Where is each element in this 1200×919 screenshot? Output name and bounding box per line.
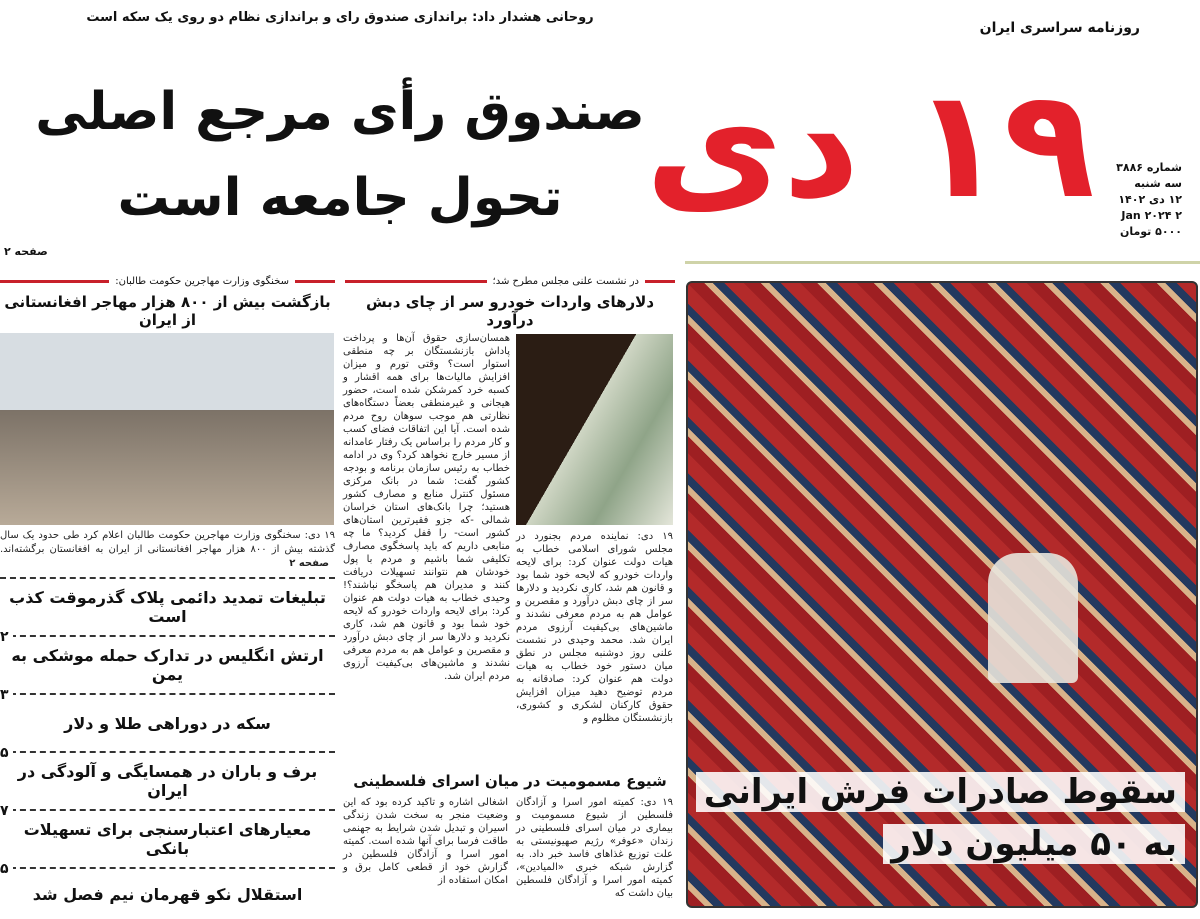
headline-page: ۵ [0, 860, 13, 879]
headline-title: برف و باران در همسایگی و آلودگی در ایران [17, 762, 318, 800]
price: ۵۰۰۰ تومان [1119, 225, 1182, 238]
headline-title: استقلال نکو قهرمان نیم فصل شد [32, 884, 303, 904]
palestine-body-right: ۱۹ دی: کمیته امور اسرا و آزادگان فلسطین از شیوع مسمومیت و بیماری در میان اسرای فلسطینی در زندان «عوفر» رژیم صهیونیستی به علت توزیع غذاهای فاسد خبر داد. به گزارش شبکه خبری «المیادین»، کمیته امور اسرا و آزادگان فلسطین بیان داشت که [516, 797, 673, 899]
masthead-divider [685, 261, 1200, 264]
headline-item[interactable] [0, 637, 335, 703]
afghan-body: ۱۹ دی: سخنگوی وزارت مهاجرین حکومت طالبان اعلام کرد طی حدود یک سال گذشته بیش از ۸۰۰ هزار مهاجر افغانستانی از ایران به افغانستان برگشته‌اند. [0, 530, 336, 555]
headline-page: ۷ [0, 802, 13, 821]
masthead [645, 0, 1200, 262]
headline-title: تبلیغات تمدید دائمی پلاک گذرموقت کذب است [9, 588, 326, 626]
lead-kicker: روحانی هشدار داد: براندازی صندوق رای و براندازی نظام دو روی یک سکه است [86, 10, 594, 25]
headline-page: ۵ [0, 744, 13, 763]
headline-item[interactable] [0, 579, 335, 645]
afghan-page-ref: صفحه ۲ [289, 558, 329, 569]
date-fa: ۱۲ دی ۱۴۰۲ [1118, 193, 1182, 206]
headline-item[interactable] [0, 753, 335, 819]
issue-number: شماره ۳۸۸۶ [1116, 161, 1182, 174]
lead-title-1[interactable]: صندوق رأی مرجع اصلی [35, 82, 645, 142]
palestine-body-left: اشغالی اشاره و تاکید کرده بود که این وضعیت منجر به سخت شدن زندگی اسیران و تبدیل شدن شرایط به جهنمی طاقت فرسا برای آنها شده است. کمیته امور اسرا و آزادگان فلسطین در گزارش خود از قطعی کامل برق و امکان استفاده از [343, 797, 508, 886]
carpet-caption-line2: به ۵۰ میلیون دلار [883, 824, 1185, 864]
afghan-body-block [0, 529, 335, 571]
headline-title: سکه در دوراهی طلا و دلار [64, 713, 271, 733]
headline-page: ۳ [0, 686, 13, 705]
afghan-kicker: سخنگوی وزارت مهاجرین حکومت طالبان: [115, 275, 289, 287]
headline-title: ارتش انگلیس در تدارک حمله موشکی به یمن [11, 646, 324, 684]
headline-page: ۲ [0, 628, 13, 647]
tea-kicker-bar [345, 274, 675, 288]
carpet-caption[interactable] [695, 772, 1185, 864]
headlines-list [0, 579, 335, 919]
tea-body-left: همسان‌سازی حقوق آن‌ها و پرداخت پاداش بازنشستگان بر چه منطقی استوار است؟ وقتی تورم و میزان افزایش مالیات‌ها برای همه اقشار و کسبه خرد کمرشکن شده است، حضور هیجانی و غیرمنطقی بعضاً دستگاه‌های نظارتی هم موجب سوهان روح مردم شده است. آیا این اتفاقات فضای کسب و کار مردم را براساس یک رفتار عامدانه از مسیر خارج نخواهد کرد؟ وی در ادامه خطاب به رئیس سازمان برنامه و بودجه کشور گفت: شما در بانک مرکزی مسئول کنترل منابع و مصارف کشور هستید؛ چرا بانک‌های استان خراسان شمالی -که جزو فقیرترین استان‌های کشور است- را قفل کردید؟ ما چه منابعی داریم که باید پاسخگوی مصارف تکلیفی شما باشیم و مردم با پول خودشان هم نتوانند تسهیلات دریافت کنند و مدیران هم پاسخگو نباشند؟! وحیدی خطاب به هیات دولت هم عنوان کرد: برای لایحه واردات خودرو که لایحه خود شما بود و قانون هم شد، کاری نکردید و دلارها سر از چای دبش درآورد و مقصرین و عوامل هم به مردم معرفی نشدند و ماشین‌های بی‌کیفیت آرزوی مردم ایران شد. [343, 333, 510, 682]
date-en: ۲ Jan ۲۰۲۴ [1121, 209, 1182, 222]
afghan-kicker-bar [0, 274, 335, 288]
afghan-title[interactable]: بازگشت بیش از ۸۰۰ هزار مهاجر افغانستانی از ایران [4, 293, 331, 329]
headline-item[interactable] [0, 695, 335, 761]
lead-title-2[interactable]: تحول جامعه است [117, 168, 563, 228]
palestine-title[interactable]: شیوع مسمومیت در میان اسرای فلسطینی [353, 772, 667, 790]
headline-item[interactable] [0, 811, 335, 877]
tea-title[interactable]: دلارهای واردات خودرو سر از چای دبش درآورد [365, 293, 655, 329]
tea-body-right: ۱۹ دی: نماینده مردم بجنورد در مجلس شورای اسلامی خطاب به هیات دولت عنوان کرد: برای لایحه واردات خودرو که لایحه خود شما بود و قانون هم شد، کاری نکردید و دلارها سر از چای دبش درآورد و مقصرین و عوامل هم به مردم معرفی نشدند و ماشین‌های بی‌کیفیت آرزوی مردم ایران شد. محمد وحیدی در نشست علنی روز دوشنبه مجلس در نطق میان دستور خود خطاب به هیات دولت هم عنوان کرد: صادقانه به مردم توضیح دهید میزان افزایش حقوق کارکنان لشکری و کشوری، بازنشستگان مظلوم و [516, 531, 673, 724]
newspaper-logo: ۱۹ دی [645, 58, 1095, 232]
lead-page-ref: صفحه ۲ [4, 245, 48, 258]
headline-item[interactable] [0, 869, 335, 919]
tagline: روزنامه سراسری ایران [979, 20, 1140, 36]
headline-title: معیارهای اعتبارسنجی برای تسهیلات بانکی [23, 820, 312, 858]
afghan-migrants-photo [0, 333, 334, 525]
weekday: سه شنبه [1134, 177, 1182, 190]
carpet-caption-line1: سقوط صادرات فرش ایرانی [696, 772, 1185, 812]
carpet-seller-figure [988, 553, 1078, 683]
issue-info [1116, 160, 1182, 240]
tea-kicker: در نشست علنی مجلس مطرح شد؛ [492, 275, 639, 287]
tea-dollars-photo [516, 334, 673, 525]
